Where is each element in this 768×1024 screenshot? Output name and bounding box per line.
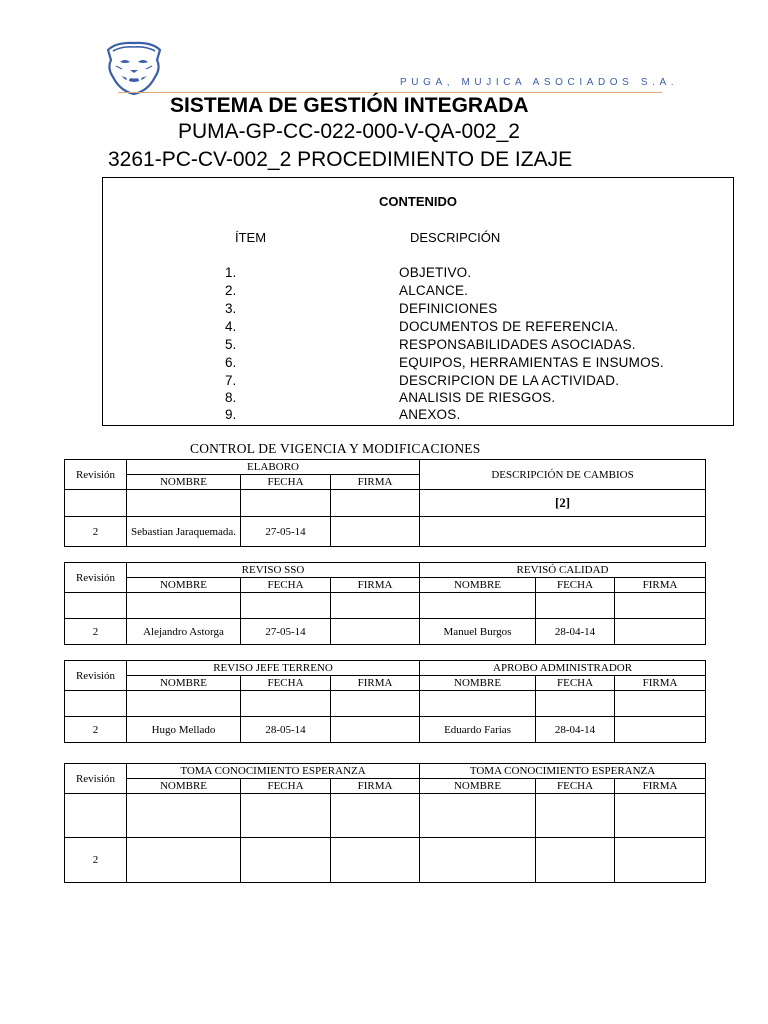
- contents-list-item: [103, 265, 733, 283]
- reviso-calidad-group-header: REVISÓ CALIDAD: [420, 563, 706, 578]
- revision-cell: [65, 490, 127, 517]
- revision-header: Revisión: [65, 661, 127, 691]
- item-number: 6.: [225, 355, 237, 370]
- table-header-row: [65, 764, 706, 779]
- item-description: EQUIPOS, HERRAMIENTAS E INSUMOS.: [399, 355, 664, 370]
- revision-cell: 2: [65, 619, 127, 645]
- nombre-header: NOMBRE: [127, 779, 241, 794]
- firma-cell: [615, 794, 706, 838]
- table-row: [65, 794, 706, 838]
- firma-cell: [331, 619, 420, 645]
- firma-header: FIRMA: [615, 578, 706, 593]
- contents-description-header: DESCRIPCIÓN: [410, 230, 501, 245]
- item-number: 8.: [225, 390, 237, 405]
- elaboro-group-header: ELABORO: [127, 460, 420, 475]
- table-row: [65, 717, 706, 743]
- nombre-cell: [420, 593, 536, 619]
- nombre-cell: [420, 794, 536, 838]
- fecha-cell: 27-05-14: [241, 517, 331, 547]
- contents-list-item: [103, 319, 733, 337]
- firma-cell: [615, 593, 706, 619]
- toma-conocimiento-right-group-header: TOMA CONOCIMIENTO ESPERANZA: [420, 764, 706, 779]
- table-header-row: [65, 460, 706, 475]
- elaboro-table: [64, 459, 706, 547]
- contents-item-header: ÍTEM: [235, 230, 267, 245]
- item-number: 2.: [225, 283, 237, 298]
- fecha-cell: [536, 691, 615, 717]
- firma-header: FIRMA: [331, 475, 420, 490]
- firma-header: FIRMA: [331, 676, 420, 691]
- nombre-header: NOMBRE: [127, 578, 241, 593]
- nombre-header: NOMBRE: [127, 676, 241, 691]
- revision-header: Revisión: [65, 563, 127, 593]
- nombre-cell: [127, 794, 241, 838]
- table-row: [65, 490, 706, 517]
- contents-list-item: [103, 355, 733, 373]
- item-number: 7.: [225, 373, 237, 388]
- fecha-cell: [241, 838, 331, 883]
- table-header-row: [65, 661, 706, 676]
- item-description: ANALISIS DE RIESGOS.: [399, 390, 556, 405]
- nombre-cell: [127, 593, 241, 619]
- nombre-cell: Sebastian Jaraquemada.: [127, 517, 241, 547]
- table-row: [65, 691, 706, 717]
- item-description: DEFINICIONES: [399, 301, 498, 316]
- firma-header: FIRMA: [615, 779, 706, 794]
- nombre-cell: [127, 490, 241, 517]
- fecha-cell: 28-05-14: [241, 717, 331, 743]
- nombre-cell: Alejandro Astorga: [127, 619, 241, 645]
- changes-cell: [420, 517, 706, 547]
- firma-cell: [331, 517, 420, 547]
- table-row: [65, 593, 706, 619]
- revision-cell: [65, 794, 127, 838]
- revision-cell: 2: [65, 838, 127, 883]
- contents-list-item: [103, 373, 733, 391]
- revision-cell: 2: [65, 717, 127, 743]
- firma-cell: [331, 794, 420, 838]
- fecha-cell: [536, 593, 615, 619]
- fecha-cell: 28-04-14: [536, 619, 615, 645]
- table-header-row: [65, 563, 706, 578]
- reviso-jefe-terreno-group-header: REVISO JEFE TERRENO: [127, 661, 420, 676]
- nombre-header: NOMBRE: [420, 779, 536, 794]
- fecha-cell: [536, 794, 615, 838]
- revision-header: Revisión: [65, 460, 127, 490]
- nombre-cell: Eduardo Farias: [420, 717, 536, 743]
- document-title: SISTEMA DE GESTIÓN INTEGRADA: [170, 94, 529, 117]
- revision-cell: 2: [65, 517, 127, 547]
- changes-description-header: DESCRIPCIÓN DE CAMBIOS: [420, 460, 706, 490]
- nombre-header: NOMBRE: [420, 676, 536, 691]
- procedure-title: 3261-PC-CV-002_2 PROCEDIMIENTO DE IZAJE: [108, 148, 573, 171]
- item-description: DESCRIPCION DE LA ACTIVIDAD.: [399, 373, 620, 388]
- nombre-cell: Hugo Mellado: [127, 717, 241, 743]
- header-divider: [118, 92, 662, 93]
- item-number: 4.: [225, 319, 237, 334]
- nombre-cell: [420, 838, 536, 883]
- item-number: 1.: [225, 265, 237, 280]
- contents-list-item: [103, 301, 733, 319]
- table-subheader-row: [65, 676, 706, 691]
- firma-cell: [331, 691, 420, 717]
- revision-cell: [65, 593, 127, 619]
- fecha-cell: [536, 838, 615, 883]
- contents-box: [102, 177, 734, 426]
- item-number: 5.: [225, 337, 237, 352]
- fecha-header: FECHA: [241, 475, 331, 490]
- item-number: 3.: [225, 301, 237, 316]
- nombre-cell: Manuel Burgos: [420, 619, 536, 645]
- table-subheader-row: [65, 779, 706, 794]
- firma-cell: [331, 838, 420, 883]
- nombre-cell: [420, 691, 536, 717]
- document-code: PUMA-GP-CC-022-000-V-QA-002_2: [178, 120, 520, 143]
- firma-header: FIRMA: [331, 578, 420, 593]
- nombre-header: NOMBRE: [127, 475, 241, 490]
- item-number: 9.: [225, 407, 237, 422]
- table-subheader-row: [65, 578, 706, 593]
- firma-header: FIRMA: [615, 676, 706, 691]
- item-description: ALCANCE.: [399, 283, 469, 298]
- item-description: OBJETIVO.: [399, 265, 472, 280]
- contents-list-item: [103, 390, 733, 408]
- control-section-title: CONTROL DE VIGENCIA Y MODIFICACIONES: [190, 441, 481, 456]
- aprobo-administrador-group-header: APROBO ADMINISTRADOR: [420, 661, 706, 676]
- firma-cell: [615, 619, 706, 645]
- fecha-cell: [241, 794, 331, 838]
- firma-cell: [331, 717, 420, 743]
- firma-header: FIRMA: [331, 779, 420, 794]
- item-description: RESPONSABILIDADES ASOCIADAS.: [399, 337, 636, 352]
- firma-cell: [331, 490, 420, 517]
- fecha-header: FECHA: [241, 676, 331, 691]
- toma-conocimiento-left-group-header: TOMA CONOCIMIENTO ESPERANZA: [127, 764, 420, 779]
- fecha-header: FECHA: [241, 578, 331, 593]
- fecha-cell: 28-04-14: [536, 717, 615, 743]
- fecha-header: FECHA: [536, 779, 615, 794]
- fecha-header: FECHA: [241, 779, 331, 794]
- nombre-cell: [127, 691, 241, 717]
- reviso-jefe-aprobo-table: [64, 660, 706, 743]
- table-row: [65, 838, 706, 883]
- firma-cell: [331, 593, 420, 619]
- fecha-cell: [241, 691, 331, 717]
- contents-list-item: [103, 407, 733, 425]
- company-name: PUGA, MUJICA ASOCIADOS S.A.: [400, 77, 679, 88]
- fecha-header: FECHA: [536, 578, 615, 593]
- item-description: DOCUMENTOS DE REFERENCIA.: [399, 319, 619, 334]
- item-description: ANEXOS.: [399, 407, 461, 422]
- nombre-cell: [127, 838, 241, 883]
- firma-cell: [615, 838, 706, 883]
- firma-cell: [615, 717, 706, 743]
- changes-value: [2]: [420, 490, 706, 517]
- fecha-cell: 27-05-14: [241, 619, 331, 645]
- contents-title: CONTENIDO: [379, 194, 457, 209]
- company-logo-puma-icon: [104, 40, 164, 96]
- toma-conocimiento-table: [64, 763, 706, 883]
- reviso-sso-group-header: REVISO SSO: [127, 563, 420, 578]
- firma-cell: [615, 691, 706, 717]
- table-row: [65, 619, 706, 645]
- revision-header: Revisión: [65, 764, 127, 794]
- contents-list-item: [103, 337, 733, 355]
- table-row: [65, 517, 706, 547]
- nombre-header: NOMBRE: [420, 578, 536, 593]
- fecha-header: FECHA: [536, 676, 615, 691]
- reviso-sso-calidad-table: [64, 562, 706, 645]
- revision-cell: [65, 691, 127, 717]
- fecha-cell: [241, 490, 331, 517]
- contents-list-item: [103, 283, 733, 301]
- fecha-cell: [241, 593, 331, 619]
